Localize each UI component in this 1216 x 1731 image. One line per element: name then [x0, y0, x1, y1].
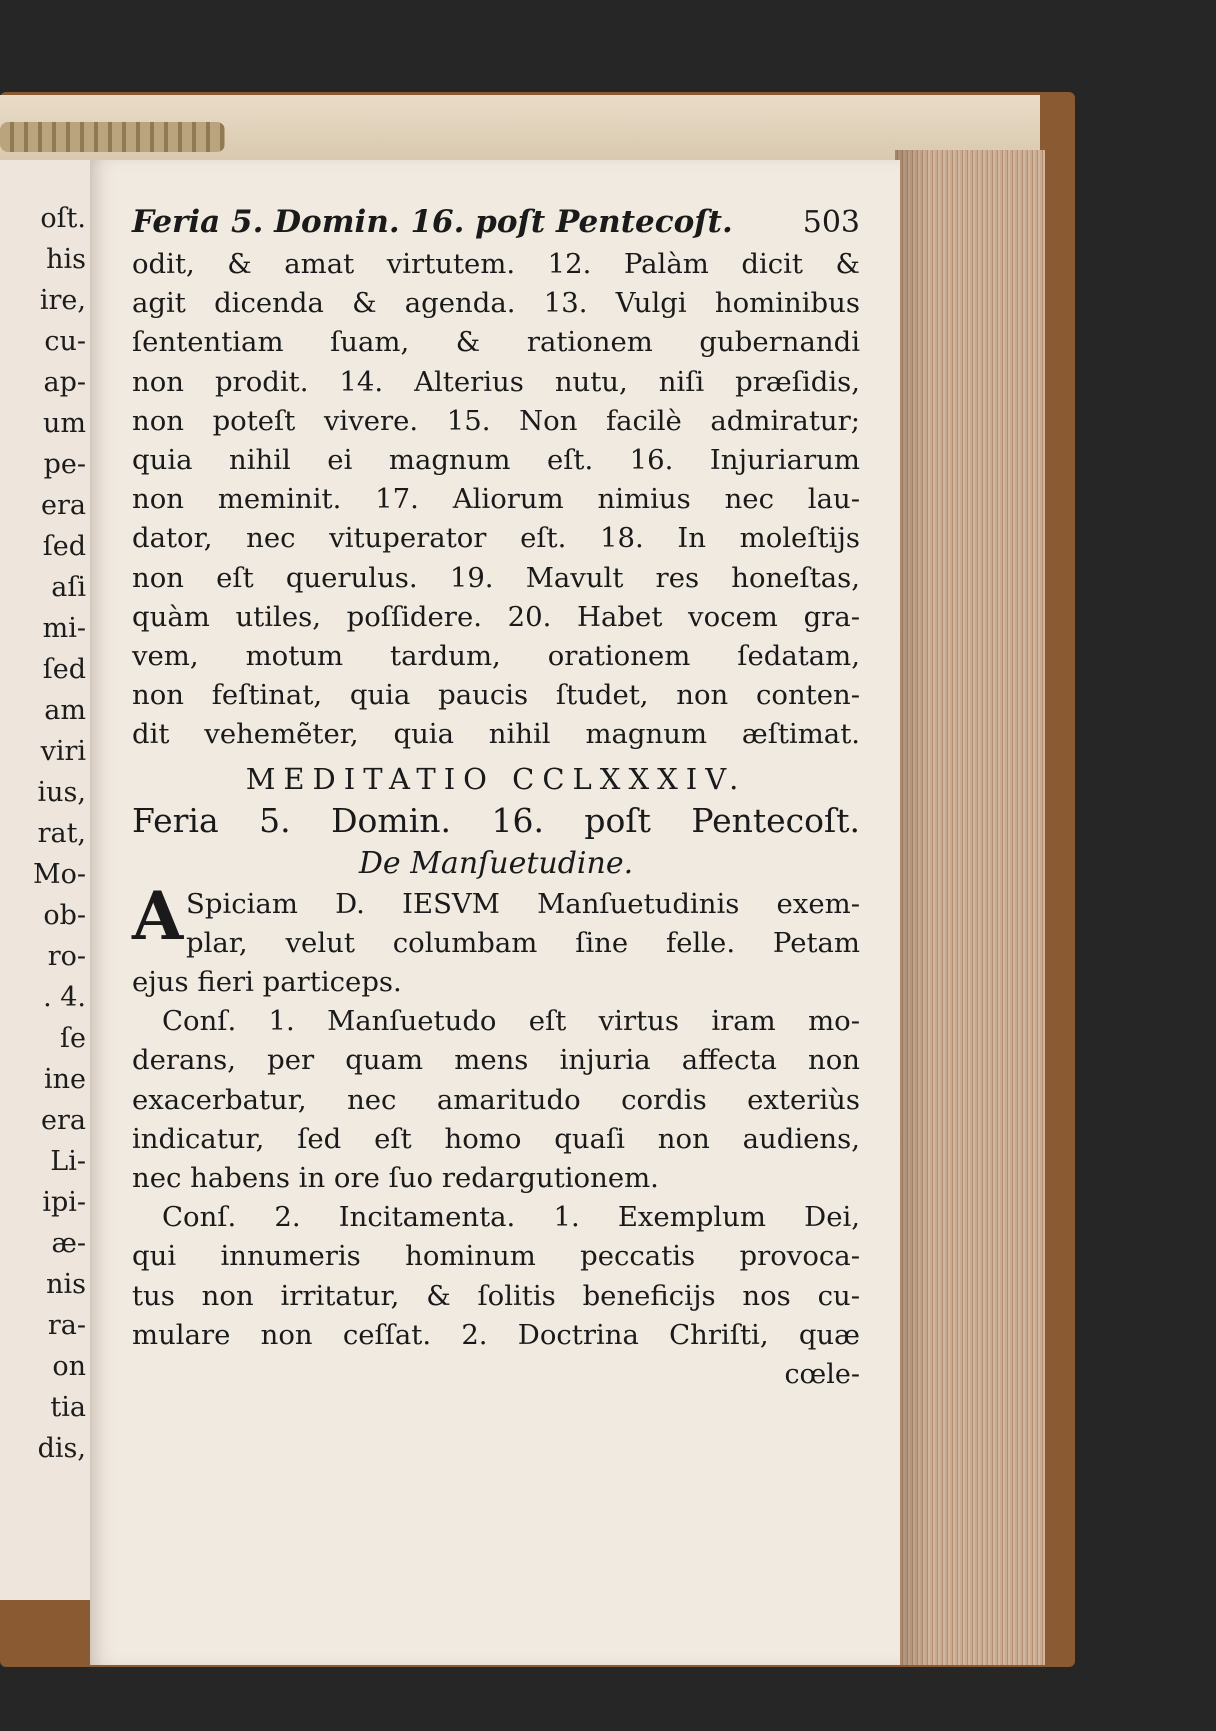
left-page-fragment: Li-	[50, 1146, 86, 1177]
left-page-fragment: ro-	[47, 941, 86, 972]
text-line: non prodit. 14. Alterius nutu, niſi præſidis,	[132, 365, 860, 398]
text-line: ſententiam ſuam, & rationem gubernandi	[132, 326, 860, 359]
left-page-fragment: . 4.	[43, 982, 86, 1013]
left-page-fragment: era	[41, 1105, 86, 1136]
text-line: plar, velut columbam ſine felle. Petam	[186, 926, 860, 959]
headband	[0, 122, 225, 152]
text-line: agit dicenda & agenda. 13. Vulgi hominibus	[132, 287, 860, 320]
left-page-fragment: tia	[50, 1392, 86, 1423]
text-line: non eſt querulus. 19. Mavult res honeſtas,	[132, 561, 860, 594]
text-line: indicatur, ſed eſt homo quaſi non audiens,	[132, 1122, 860, 1155]
left-page-fragment: ra-	[47, 1310, 86, 1341]
left-page-fragment: ius,	[37, 777, 86, 808]
meditation-number: MEDITATIO CCLXXXIV.	[245, 761, 747, 796]
left-page-fragment: ire,	[39, 285, 86, 316]
left-page-fragment: viri	[40, 736, 86, 767]
left-page-fragment: Mo-	[32, 859, 86, 890]
paragraph-consideration-1	[132, 1002, 860, 1159]
left-page-fragment: pe-	[43, 449, 86, 480]
left-page-fragment: ſed	[42, 531, 86, 562]
text-line: dit vehemẽter, quia nihil magnum æſtimat.	[132, 718, 860, 751]
left-page-fragment: am	[44, 695, 86, 726]
paragraph-aspiciam	[132, 876, 860, 1003]
text-line: quia nihil ei magnum eſt. 16. Injuriarum	[132, 444, 860, 477]
section-subtitle: De Manſuetudine.	[358, 845, 634, 881]
left-page-fragment: oſt.	[40, 203, 86, 234]
page-text	[132, 202, 860, 1394]
left-page-fragment: aſi	[51, 572, 86, 603]
text-line: Conſ. 1. Manſuetudo eſt virtus iram mo-	[162, 1005, 860, 1038]
text-line: dator, nec vituperator eſt. 18. In moleſtijs	[132, 522, 860, 555]
text-line: odit, & amat virtutem. 12. Palàm dicit &	[132, 248, 860, 280]
page-number: 503	[802, 205, 860, 240]
text-line: Conſ. 2. Incitamenta. 1. Exemplum Dei,	[162, 1201, 860, 1234]
text-line: exacerbatur, nec amaritudo cordis exteriùs	[132, 1083, 860, 1116]
left-page-fragment: on	[52, 1351, 86, 1382]
left-page-fragment: era	[41, 490, 86, 521]
running-head-title: Feria 5. Domin. 16. poſt Pentecoſt.	[132, 204, 733, 240]
text-line: derans, per quam mens injuria affecta non	[132, 1044, 860, 1077]
feria-heading: Feria 5. Domin. 16. poſt Pentecoſt.	[132, 800, 860, 840]
text-line: non poteſt vivere. 15. Non facilè admiratur;	[132, 404, 860, 437]
left-page-fragment: um	[43, 408, 86, 439]
text-line: qui innumeris hominum peccatis provoca-	[132, 1240, 860, 1273]
text-line: ejus fieri particeps.	[132, 966, 402, 999]
catchword: cœle-	[784, 1359, 860, 1391]
left-page-fragment: ipi-	[42, 1187, 86, 1218]
text-line: nec habens in ore ſuo redargutionem.	[132, 1162, 659, 1195]
left-page-fragment: ap-	[43, 367, 86, 398]
text-line: vem, motum tardum, orationem ſedatam,	[132, 640, 860, 673]
text-line: tus non irritatur, & ſolitis beneficijs nos cu-	[132, 1279, 860, 1312]
left-page-fragment: ſed	[42, 654, 86, 685]
right-page	[90, 160, 900, 1665]
paragraph-consideration-2	[132, 1198, 860, 1355]
text-line: mulare non ceſſat. 2. Doctrina Chriſti, quæ	[132, 1318, 860, 1351]
text-line: non feſtinat, quia paucis ſtudet, non conten-	[132, 679, 860, 712]
left-page-fragment: nis	[46, 1269, 86, 1300]
page-edges-shadow	[895, 150, 930, 1665]
left-page-fragment: dis,	[37, 1433, 86, 1464]
running-head	[132, 202, 860, 243]
left-page-fragment: his	[46, 244, 86, 275]
left-page-fragment: rat,	[37, 818, 86, 849]
text-line: Spiciam D. IESVM Manſuetudinis exem-	[186, 887, 860, 920]
left-page-fragment: ſe	[60, 1023, 86, 1054]
text-line: quàm utiles, poſſidere. 20. Habet vocem gra-	[132, 600, 860, 633]
left-page-fragment: æ-	[51, 1228, 86, 1259]
left-page-fragment: ine	[43, 1064, 86, 1095]
left-page	[0, 160, 92, 1600]
left-page-fragment: ob-	[43, 900, 86, 931]
left-page-fragment: mi-	[42, 613, 86, 644]
left-page-fragment: cu-	[44, 326, 86, 357]
text-line: non meminit. 17. Aliorum nimius nec lau-	[132, 483, 860, 516]
paragraph-virtues	[132, 245, 860, 755]
dropcap: A	[132, 876, 184, 955]
